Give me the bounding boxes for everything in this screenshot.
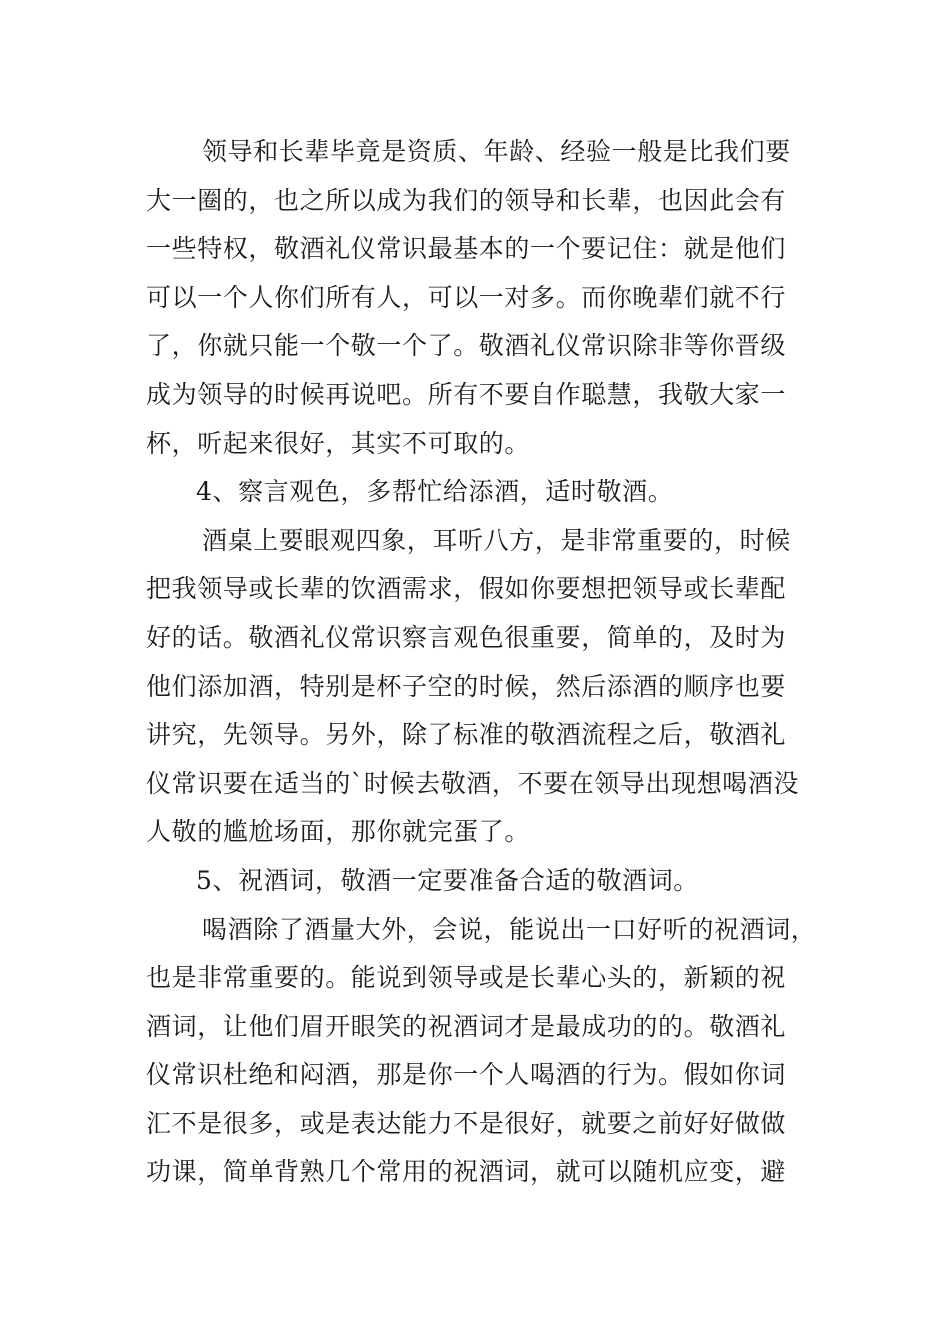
paragraph-line: 杯，听起来很好，其实不可取的。 [146, 428, 531, 458]
paragraph-line: 一些特权，敬酒礼仪常识最基本的一个要记住：就是他们 [146, 234, 787, 264]
paragraph-line: 把我领导或长辈的饮酒需求，假如你要想把领导或长辈配 [146, 574, 787, 604]
section-heading-5 [146, 857, 826, 906]
paragraph-observe [146, 517, 826, 857]
paragraph-line: 仪常识要在适当的`时候去敬酒，不要在领导出现想喝酒没 [146, 768, 800, 798]
paragraph-line: 他们添加酒，特别是杯子空的时候，然后添酒的顺序也要 [146, 671, 787, 701]
paragraph-line: 好的话。敬酒礼仪常识察言观色很重要，简单的，及时为 [146, 622, 787, 652]
paragraph-line: 酒桌上要眼观四象，耳听八方，是非常重要的，时候 [202, 525, 791, 555]
paragraph-toast [146, 906, 826, 1198]
paragraph-privilege [146, 128, 826, 468]
paragraph-line: 功课，简单背熟几个常用的祝酒词，就可以随机应变，避 [146, 1157, 787, 1187]
section-heading-4 [146, 468, 826, 517]
document-body [146, 128, 826, 1197]
paragraph-line: 成为领导的时候再说吧。所有不要自作聪慧，我敬大家一 [146, 379, 787, 409]
paragraph-line: 人敬的尴尬场面，那你就完蛋了。 [146, 817, 531, 847]
paragraph-line: 喝酒除了酒量大外，会说，能说出一口好听的祝酒词， [202, 914, 817, 944]
paragraph-line: 酒词，让他们眉开眼笑的祝酒词才是最成功的的。敬酒礼 [146, 1011, 787, 1041]
paragraph-line: 也是非常重要的。能说到领导或是长辈心头的，新颖的祝 [146, 963, 787, 993]
paragraph-line: 讲究，先领导。另外，除了标准的敬酒流程之后，敬酒礼 [146, 720, 787, 750]
paragraph-line: 可以一个人你们所有人，可以一对多。而你晚辈们就不行 [146, 282, 787, 312]
paragraph-line: 仪常识杜绝和闷酒，那是你一个人喝酒的行为。假如你词 [146, 1060, 787, 1090]
paragraph-line: 了，你就只能一个敬一个了。敬酒礼仪常识除非等你晋级 [146, 331, 787, 361]
paragraph-line: 领导和长辈毕竟是资质、年龄、经验一般是比我们要 [202, 137, 791, 166]
section-heading-line: 5、祝酒词，敬酒一定要准备合适的敬酒词。 [196, 865, 699, 895]
paragraph-line: 大一圈的，也之所以成为我们的领导和长辈，也因此会有 [146, 185, 787, 215]
paragraph-line: 汇不是很多，或是表达能力不是很好，就要之前好好做做 [146, 1108, 787, 1138]
section-heading-line: 4、察言观色，多帮忙给添酒，适时敬酒。 [196, 477, 674, 507]
